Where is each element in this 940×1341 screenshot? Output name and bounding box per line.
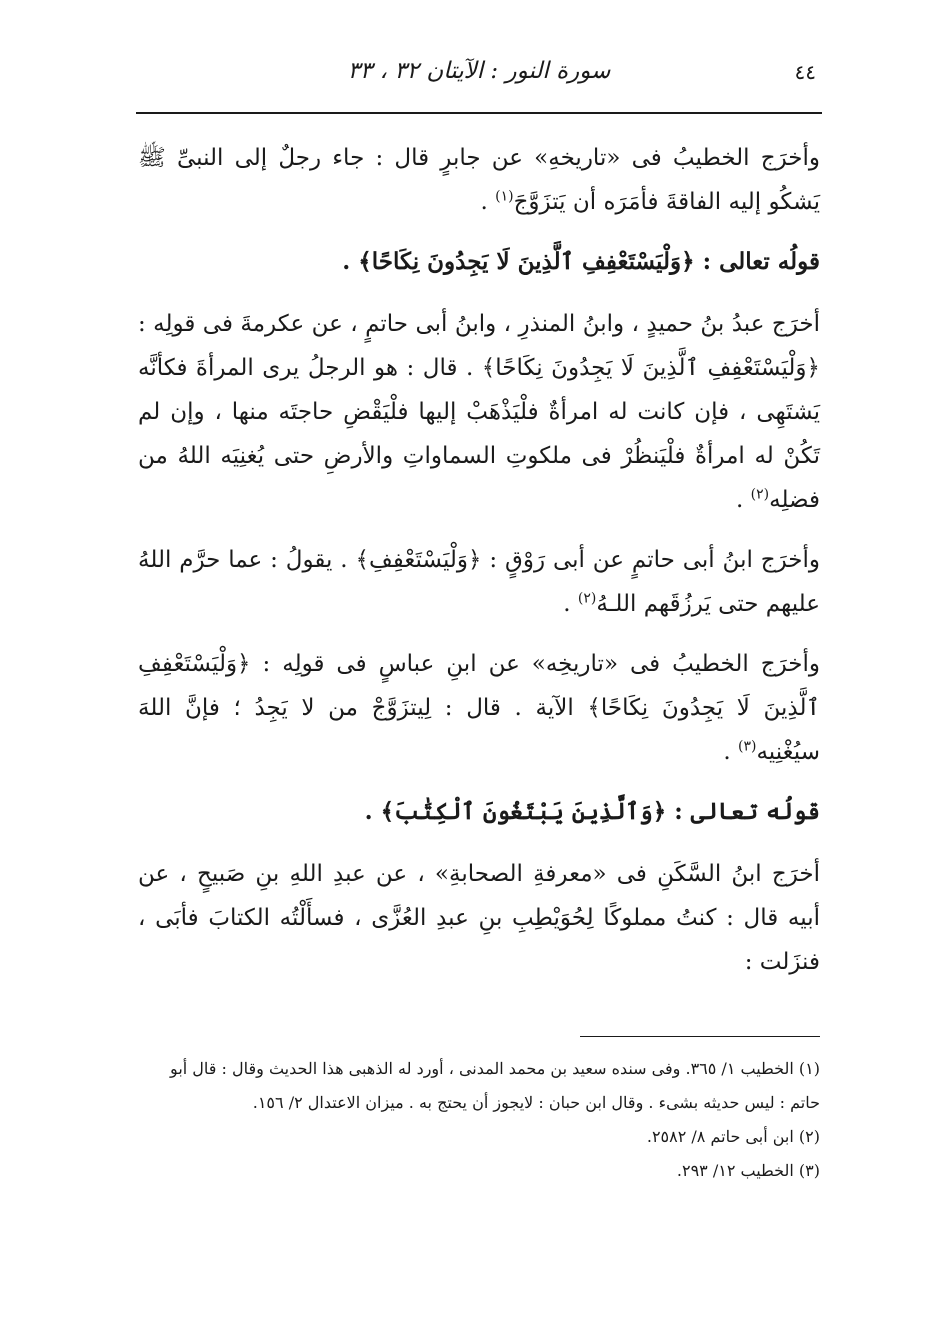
footnote-2: (٢) ابن أبى حاتم ٨/ ٢٥٨٢. [646,1127,820,1146]
verse-heading-1: قولُه تعالى : ﴿وَلْيَسْتَعْفِفِ ٱلَّذِينَ لَا يَجِدُونَ نِكَاحًا﴾ . [342,248,820,275]
paragraph-1: وأخرَج الخطيبُ فى «تاريخهِ» عن جابرٍ قال : جاء رجلٌ إلى النبىِّ ﷺ يَشكُو إليه الفاقةَ فأمَرَه أن يَتزَوَّجَ$^{(١)}$ . [138,145,820,215]
footnote-ref[interactable]: (٢) [750,486,770,503]
footnote-rule [580,1036,820,1037]
footnote-ref[interactable]: (١) [495,188,514,205]
running-title: سورة النور : الآيتان ٣٢ ، ٣٣ [347,58,611,84]
footnote-1: (١) الخطيب ١/ ٣٦٥. وفى سنده سعيد بن محمد المدنى ، أورد له الذهبى هذا الحديث وقال : قال أبو حاتم : ليس حديثه بشىء . وقال ابن حبان : لايجوز أن يحتج به . ميزان الاعتدال ٢/ ١٥٦. [170,1059,820,1112]
paragraph-3: وأخرَج ابنُ أبى حاتمٍ عن أبى رَوْقٍ : ﴿وَلْيَسْتَعْفِفِ﴾ . يقولُ : عما حرَّم اللهُ عليهم حتى يَرزُقَهم اللـهُ$^{(٢)}$ . [138,547,820,617]
footnote-3: (٣) الخطيب ١٢/ ٢٩٣. [676,1161,820,1180]
paragraph-2: أخرَج عبدُ بنُ حميدٍ ، وابنُ المنذرِ ، وابنُ أبى حاتمٍ ، عن عكرمةَ فى قولِه : ﴿وَلْيَسْتَعْفِفِ ٱلَّذِينَ لَا يَجِدُونَ نِكَاحًا﴾ . قال : هو الرجلُ يرى المرأةَ فكأنَّه يَشتَهِى ، فإن كانت له امرأةٌ فلْيَذْهَبْ إليها فلْيَقْضِ حاجتَه منها ، وإن لم تَكُنْ له امرأةٌ فلْيَنظُرْ فى ملكوتِ السماواتِ والأرضِ حتى يُغنِيَه اللهُ من فضلِه$^{(٢)}$ . [138,311,820,513]
header-rule [136,112,822,114]
page-header [138,48,820,102]
page-number: ٤٤ [794,60,816,84]
footnote-ref[interactable]: (٣) [738,738,757,755]
main-text [138,136,820,1000]
paragraph-4: وأخرَج الخطيبُ فى «تاريخِه» عن ابنِ عباسٍ فى قولِه : ﴿وَلْيَسْتَعْفِفِ ٱلَّذِينَ لَا يَجِدُونَ نِكَاحًا﴾ الآية . قال : لِيتزَوَّجْ من لا يَجِدُ ؛ فإنَّ اللهَ سيُغْنِيه$^{(٣)}$ . [138,651,820,765]
paragraph-5: أخرَج ابنُ السَّكَنِ فى «معرفةِ الصحابةِ» ، عن عبدِ اللهِ بنِ صَبيحٍ ، عن أبيه قال : كنتُ مملوكًا لِحُوَيْطِبِ بنِ عبدِ العُزَّى ، فسأَلْتُه الكتابَ فأبَى ، فنزَلت : [138,861,820,975]
footnote-ref[interactable]: (٢) [577,590,597,607]
footnotes [138,1052,820,1188]
verse-heading-2: قولُه تعالى : ﴿وَٱلَّذِينَ يَبْتَغُونَ ٱلْكِتَٰبَ﴾ . [364,798,820,825]
